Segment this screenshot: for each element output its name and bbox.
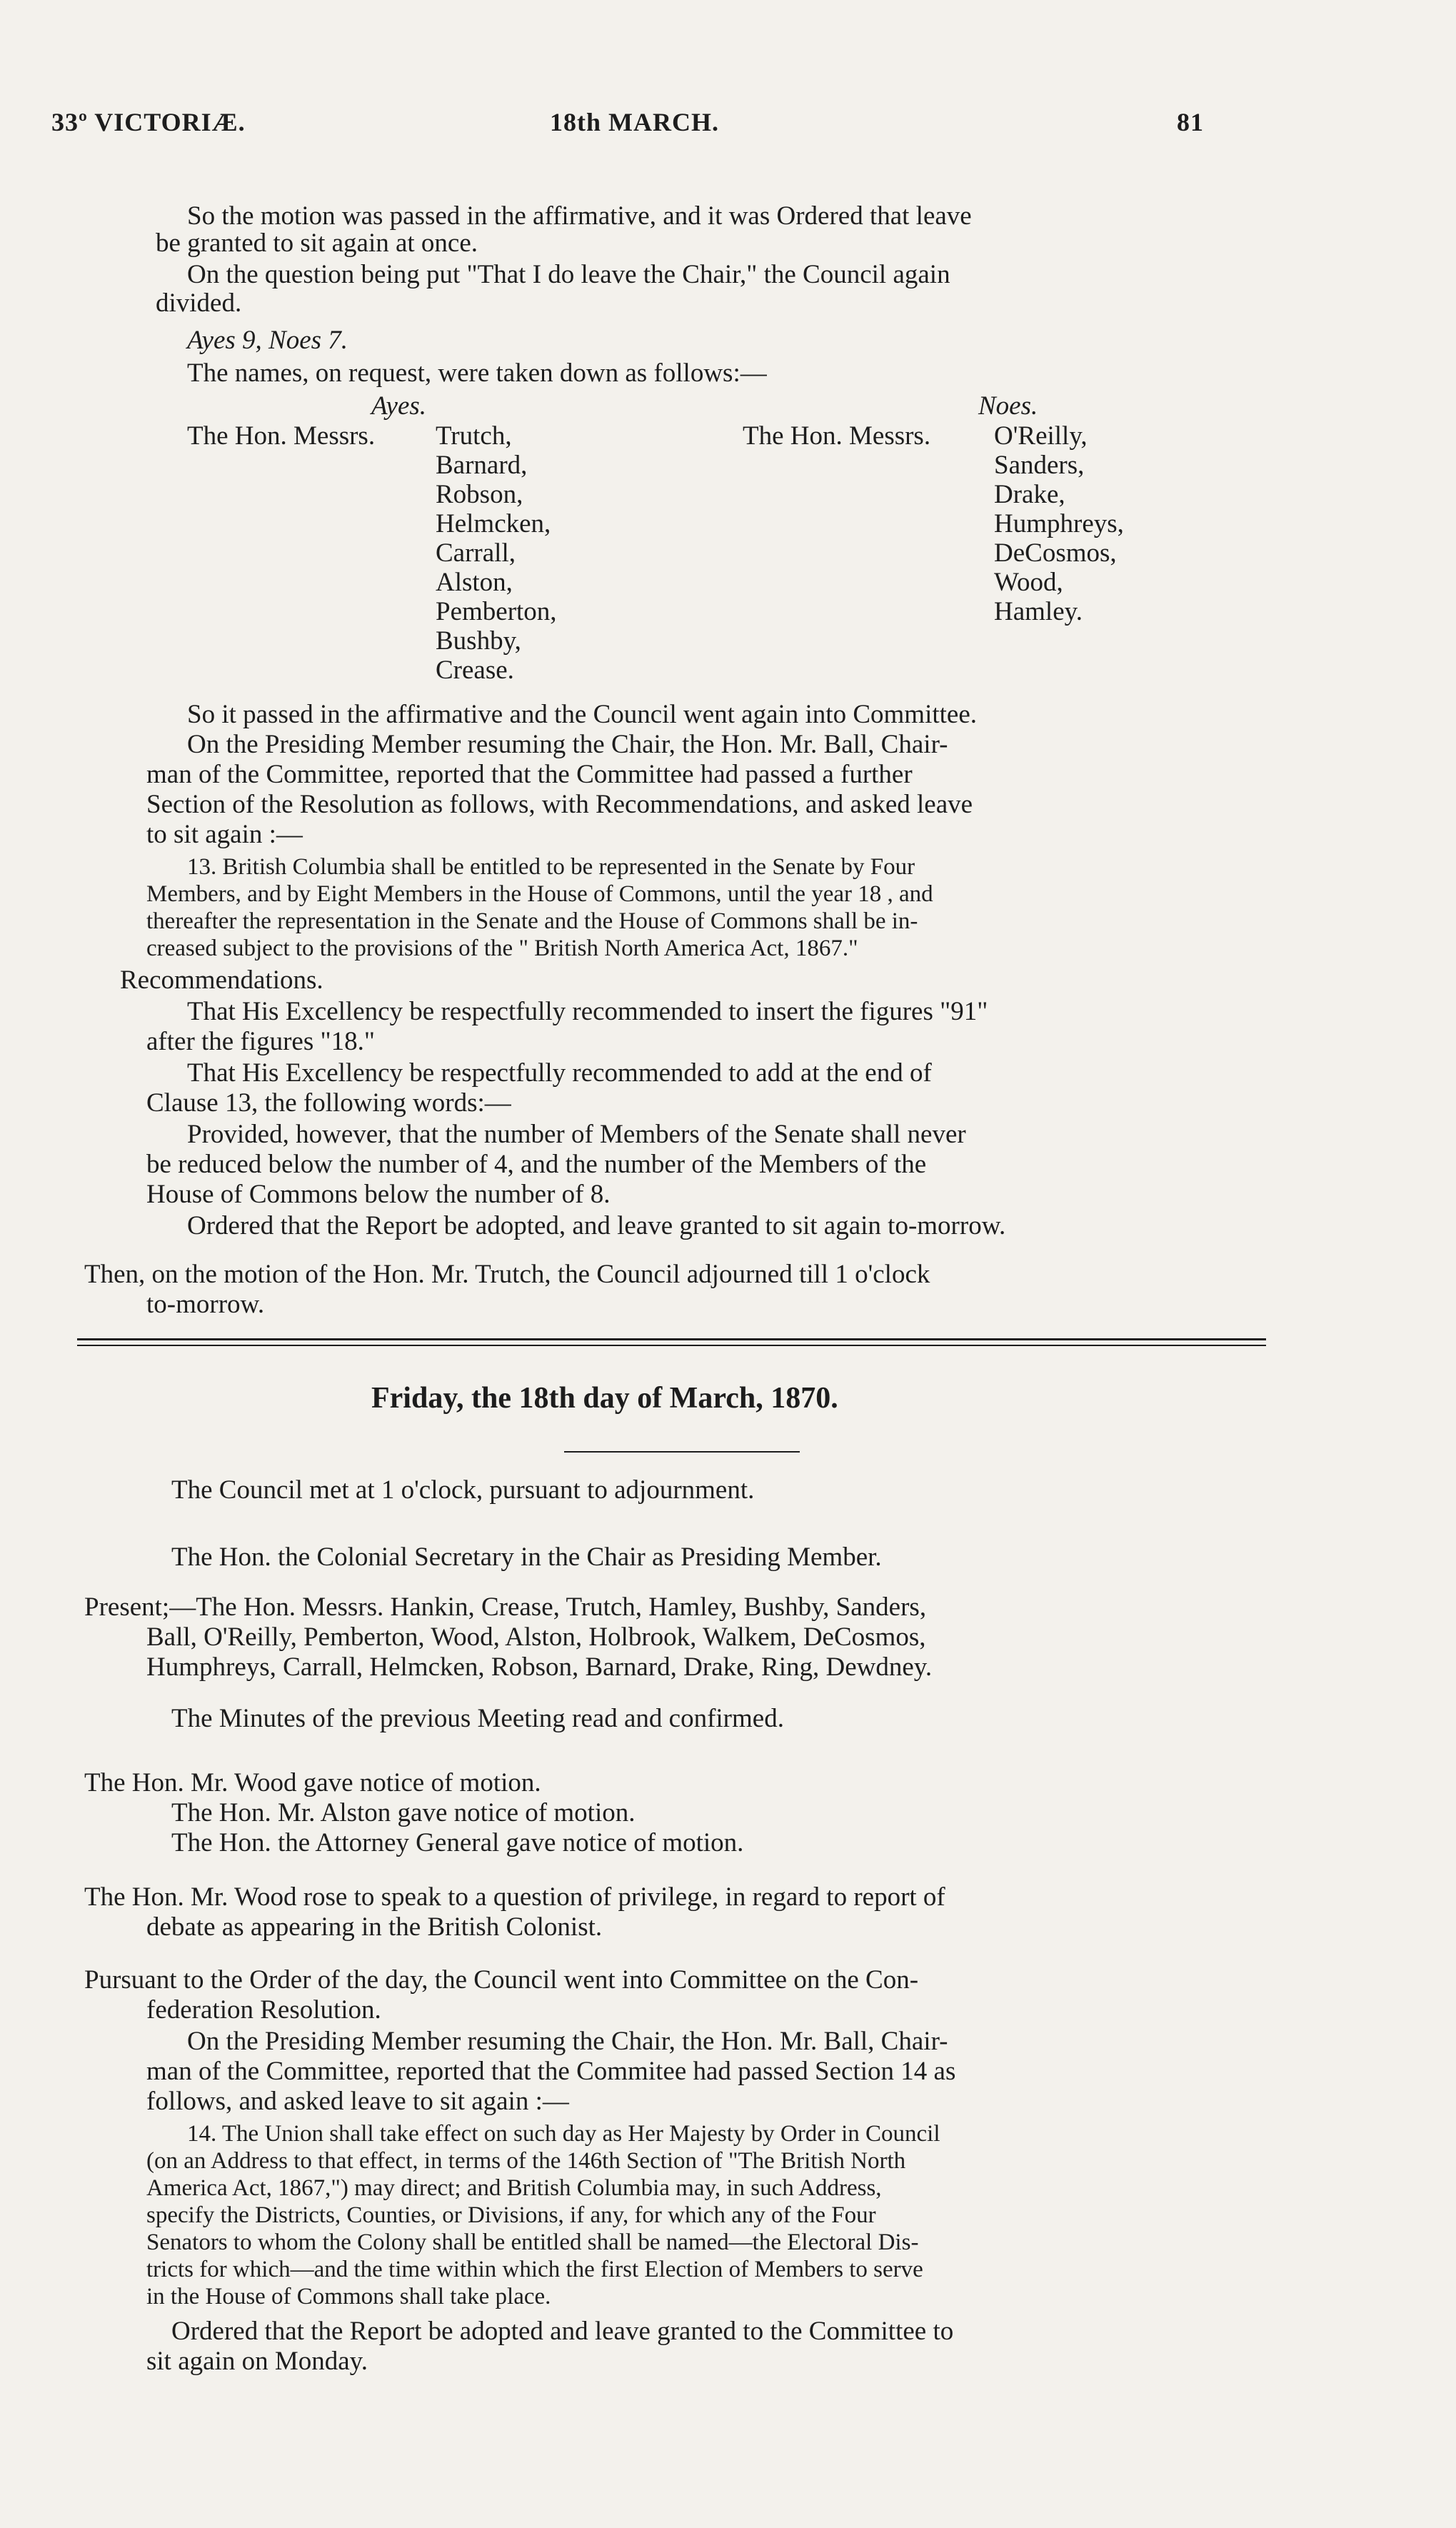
running-header-left: 33º VICTORIÆ. — [51, 108, 246, 136]
paragraph-line: Section of the Resolution as follows, with Recommendations, and asked leave — [146, 790, 973, 819]
vote-name: Hamley. — [994, 597, 1083, 626]
paragraph-line: be granted to sit again at once. — [156, 229, 478, 258]
paragraph-line: The Minutes of the previous Meeting read and confirmed. — [171, 1704, 784, 1733]
paragraph-line: That His Excellency be respectfully recommended to add at the end of — [187, 1058, 932, 1088]
paragraph-line: The Hon. the Attorney General gave notice of motion. — [171, 1828, 744, 1857]
clause-line: creased subject to the provisions of the " British North America Act, 1867." — [146, 936, 858, 961]
paragraph-line: On the Presiding Member resuming the Chair, the Hon. Mr. Ball, Chair- — [187, 2027, 948, 2056]
paragraph-line: The Hon. Mr. Wood gave notice of motion. — [84, 1768, 541, 1797]
vote-name: Sanders, — [994, 451, 1085, 480]
paragraph-line: The Council met at 1 o'clock, pursuant to adjournment. — [171, 1475, 755, 1505]
paragraph-line: House of Commons below the number of 8. — [146, 1180, 611, 1209]
clause-line: 13. British Columbia shall be entitled to be represented in the Senate by Four — [187, 854, 915, 880]
paragraph-line: Humphreys, Carrall, Helmcken, Robson, Barnard, Drake, Ring, Dewdney. — [146, 1652, 933, 1682]
paragraph-line: Then, on the motion of the Hon. Mr. Trutch, the Council adjourned till 1 o'clock — [84, 1260, 930, 1289]
clause-line: America Act, 1867,") may direct; and British Columbia may, in such Address, — [146, 2175, 882, 2201]
vote-name: Carrall, — [436, 538, 516, 568]
paragraph-line: Recommendations. — [120, 965, 323, 995]
ayes-heading: Ayes. — [371, 391, 427, 421]
paragraph-line: Clause 13, the following words:— — [146, 1088, 511, 1118]
paragraph-line: Provided, however, that the number of Members of the Senate shall never — [187, 1120, 966, 1149]
clause-line: tricts for which—and the time within which the first Election of Members to serve — [146, 2257, 923, 2282]
paragraph-line: be reduced below the number of 4, and the number of the Members of the — [146, 1150, 927, 1179]
ayes-list — [436, 421, 557, 685]
clause-line: thereafter the representation in the Senate and the House of Commons shall be in- — [146, 908, 918, 934]
vote-name: O'Reilly, — [994, 421, 1088, 451]
vote-name: Crease. — [436, 656, 514, 685]
paragraph-line: The Hon. the Colonial Secretary in the Chair as Presiding Member. — [171, 1543, 882, 1572]
vote-name: Helmcken, — [436, 509, 551, 538]
paragraph-line: Ordered that the Report be adopted and leave granted to the Committee to — [171, 2317, 954, 2346]
paragraph-line: to-morrow. — [146, 1290, 265, 1319]
paragraph-line: sit again on Monday. — [146, 2347, 368, 2376]
paragraph-line: federation Resolution. — [146, 1995, 381, 2025]
paragraph-line: man of the Committee, reported that the Committee had passed a further — [146, 760, 913, 789]
short-rule — [564, 1451, 800, 1453]
clause-line: (on an Address to that effect, in terms of the 146th Section of "The British North — [146, 2148, 906, 2174]
clause-line: Senators to whom the Colony shall be entitled shall be named—the Electoral Dis- — [146, 2229, 919, 2255]
paragraph-line: So it passed in the affirmative and the Council went again into Committee. — [187, 700, 978, 729]
paragraph-line: debate as appearing in the British Colonist. — [146, 1912, 603, 1942]
noes-prefix: The Hon. Messrs. — [743, 421, 931, 451]
paragraph-line: to sit again :— — [146, 820, 303, 849]
paragraph-line: man of the Committee, reported that the Commitee had passed Section 14 as — [146, 2057, 956, 2086]
paragraph-line: The names, on request, were taken down as follows:— — [187, 358, 767, 388]
paragraph-line: On the question being put "That I do leave the Chair," the Council again — [187, 260, 950, 289]
clause-line: Members, and by Eight Members in the House of Commons, until the year 18 , and — [146, 881, 933, 907]
paragraph-line: after the figures "18." — [146, 1027, 375, 1056]
vote-name: Alston, — [436, 568, 513, 597]
vote-name: DeCosmos, — [994, 538, 1117, 568]
clause-line: in the House of Commons shall take place. — [146, 2284, 551, 2309]
ayes-prefix: The Hon. Messrs. — [187, 421, 376, 451]
vote-name: Bushby, — [436, 626, 521, 656]
paragraph-line: So the motion was passed in the affirmative, and it was Ordered that leave — [187, 201, 972, 231]
section-divider — [77, 1345, 1266, 1346]
vote-name: Wood, — [994, 568, 1063, 597]
paragraph-line: follows, and asked leave to sit again :— — [146, 2087, 569, 2116]
paragraph-line: divided. — [156, 289, 242, 318]
clause-line: specify the Districts, Counties, or Divisions, if any, for which any of the Four — [146, 2202, 876, 2228]
noes-list — [994, 421, 1124, 626]
vote-name: Pemberton, — [436, 597, 557, 626]
vote-name: Trutch, — [436, 421, 512, 451]
clause-line: 14. The Union shall take effect on such day as Her Majesty by Order in Council — [187, 2121, 940, 2147]
page-number: 81 — [1177, 108, 1204, 136]
paragraph-line: Ordered that the Report be adopted, and leave granted to sit again to-morrow. — [187, 1211, 1006, 1240]
vote-name: Barnard, — [436, 451, 528, 480]
running-header-date: 18th MARCH. — [550, 108, 719, 136]
paragraph-line: The Hon. Mr. Alston gave notice of motion. — [171, 1798, 636, 1827]
vote-name: Robson, — [436, 480, 523, 509]
vote-name: Drake, — [994, 480, 1065, 509]
vote-name: Humphreys, — [994, 509, 1124, 538]
section-divider — [77, 1338, 1266, 1340]
date-heading: Friday, the 18th day of March, 1870. — [371, 1382, 838, 1415]
paragraph-line: Ayes 9, Noes 7. — [187, 326, 348, 355]
paragraph-line: The Hon. Mr. Wood rose to speak to a question of privilege, in regard to report of — [84, 1882, 945, 1912]
paragraph-line: On the Presiding Member resuming the Chair, the Hon. Mr. Ball, Chair- — [187, 730, 948, 759]
paragraph-line: Ball, O'Reilly, Pemberton, Wood, Alston, Holbrook, Walkem, DeCosmos, — [146, 1622, 926, 1652]
paragraph-line: Present;—The Hon. Messrs. Hankin, Crease, Trutch, Hamley, Bushby, Sanders, — [84, 1592, 927, 1622]
paragraph-line: Pursuant to the Order of the day, the Council went into Committee on the Con- — [84, 1965, 919, 1995]
paragraph-line: That His Excellency be respectfully recommended to insert the figures "91" — [187, 997, 988, 1026]
noes-heading: Noes. — [978, 391, 1038, 421]
